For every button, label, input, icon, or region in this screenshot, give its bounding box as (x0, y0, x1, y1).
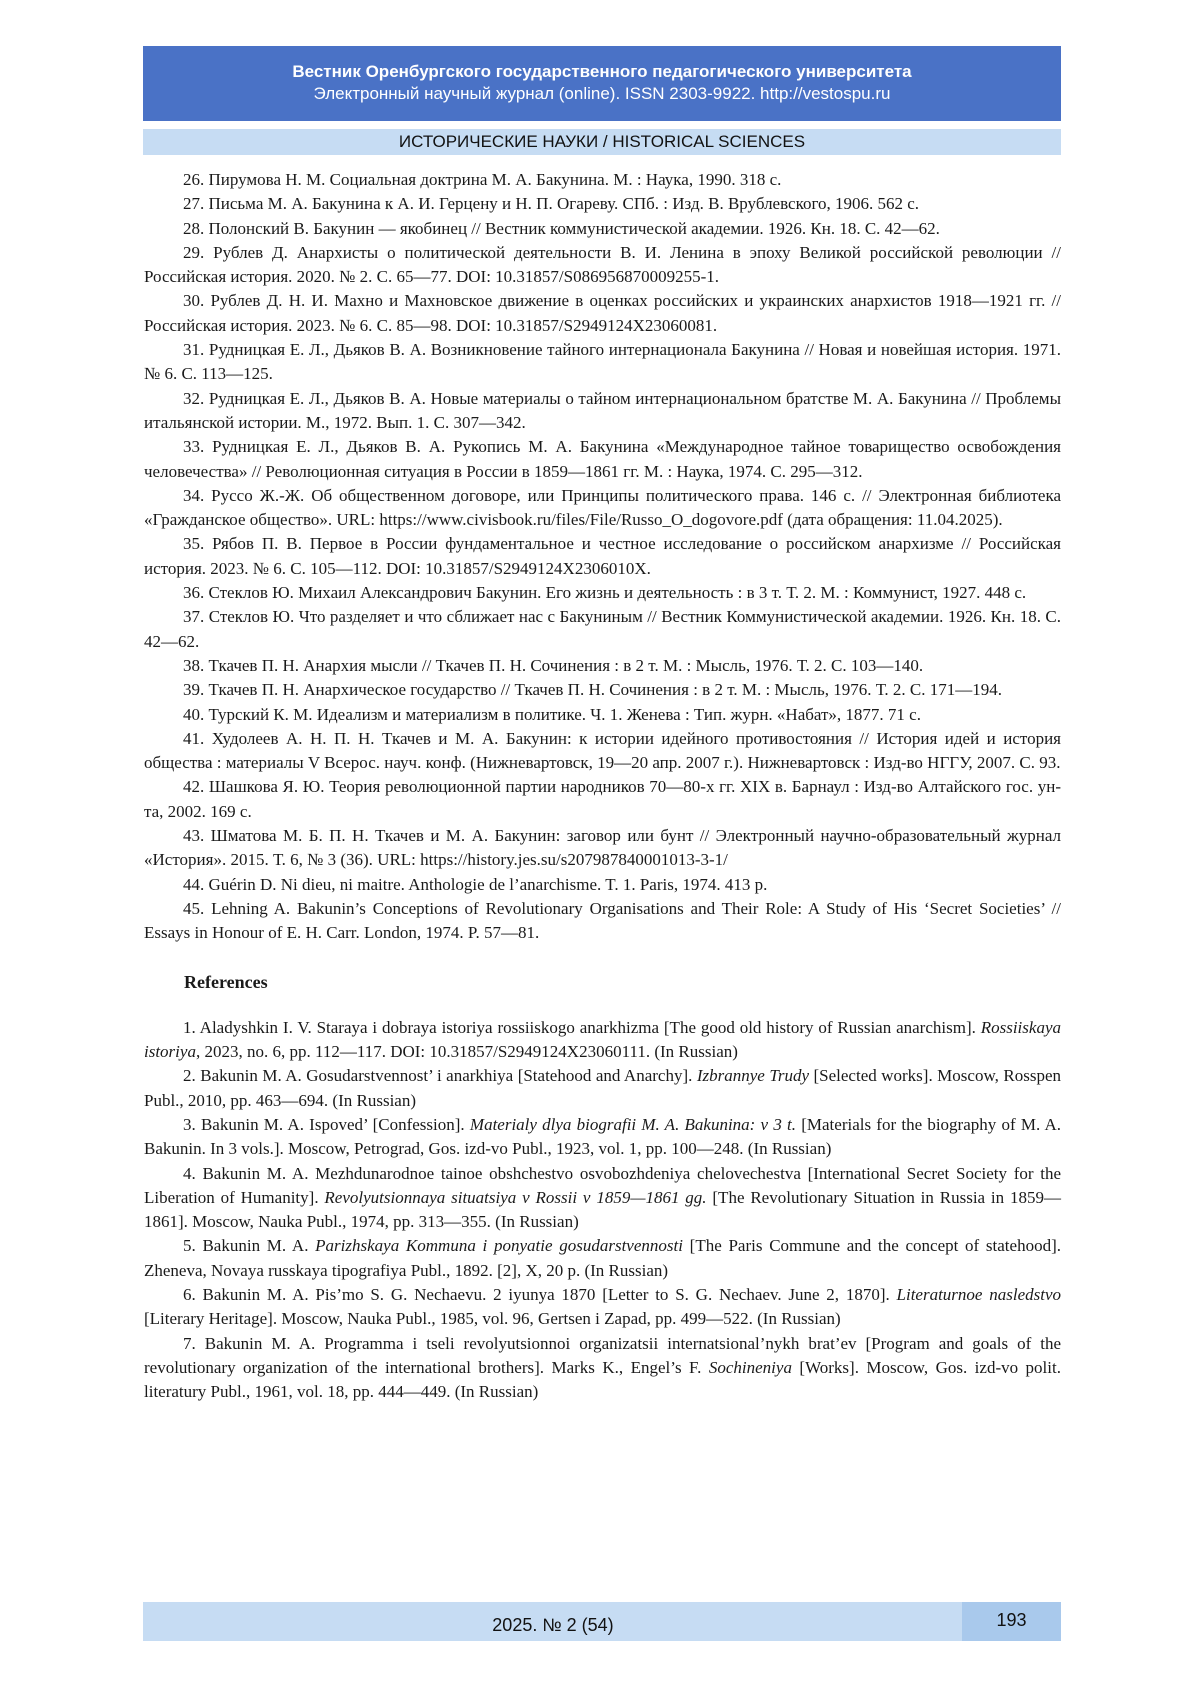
bibliography-entry: 38. Ткачев П. Н. Анархия мысли // Ткачев П. Н. Сочинения : в 2 т. М. : Мысль, 1976. Т. 2. С. 103—140. (183, 655, 924, 675)
reference-text: 7. Bakunin M. A. Programma i tseli revolyutsionnoi organizatsii internatsional’nykh brat’ev [Program and goals of the revolutionary organization of the international brothers]. Marks K., Engel’s F. (144, 1333, 1061, 1377)
references-list (144, 1016, 1061, 1405)
reference-text: , 2023, no. 6, pp. 112—117. DOI: 10.31857/S2949124X23060111. (In Russian) (195, 1042, 738, 1062)
reference-text: [The Revolutionary Situation in Russia in 1859—1861]. Moscow, Nauka Publ., 1974, pp. 313—355. (In Russian) (144, 1187, 1062, 1232)
section-label: ИСТОРИЧЕСКИЕ НАУКИ / HISTORICAL SCIENCES (143, 129, 1061, 155)
journal-header (143, 46, 1061, 121)
page-footer (143, 1602, 1061, 1641)
issue-label: 2025. № 2 (54) (492, 1615, 614, 1635)
bibliography-entry: 28. Полонский В. Бакунин — якобинец // Вестник коммунистической академии. 1926. Кн. 18. С. 42—62. (183, 218, 940, 238)
reference-text: 3. Bakunin M. A. Ispoved’ [Confession]. (183, 1114, 470, 1134)
bibliography-entry: 36. Стеклов Ю. Михаил Александрович Бакунин. Его жизнь и деятельность : в 3 т. Т. 2. М. : Коммунист, 1927. 448 с. (183, 583, 1027, 603)
reference-source: Materialy dlya biografii M. A. Bakunina: v 3 t. (469, 1114, 797, 1134)
bibliography-entry: 33. Рудницкая Е. Л., Дьяков В. А. Рукопись М. А. Бакунина «Международное тайное товарищество освобождения человечества» // Революционная ситуация в России в 1859—1861 гг. М. : Наука, 1974. С. 295—312. (144, 437, 1061, 481)
reference-entry (144, 1016, 1061, 1065)
journal-subtitle: Электронный научный журнал (online). ISSN 2303-9922. http://vestospu.ru (313, 84, 891, 103)
bibliography-entry: 31. Рудницкая Е. Л., Дьяков В. А. Возникновение тайного интернационала Бакунина // Новая и новейшая история. 1971. № 6. С. 113—125. (144, 340, 1061, 384)
bibliography-entry: 40. Турский К. М. Идеализм и материализм в политике. Ч. 1. Женева : Тип. журн. «Набат», 1877. 71 с. (183, 704, 921, 724)
bibliography-entry: 43. Шматова М. Б. П. Н. Ткачев и М. А. Бакунин: заговор или бунт // Электронный научно-образовательный журнал «История». 2015. Т. 6, № 3 (36). URL: https://history.jes.su/s207987840001013-3-1/ (144, 826, 1061, 870)
reference-source: Izbrannye Trudy (696, 1066, 810, 1086)
reference-source: Parizhskaya Kommuna i ponyatie gosudarstvennosti (315, 1236, 683, 1256)
reference-text: 2. Bakunin M. A. Gosudarstvennost’ i anarkhiya [Statehood and Anarchy]. (183, 1066, 697, 1086)
reference-source: Literaturnoe nasledstvo (896, 1285, 1062, 1305)
bibliography-entry: 45. Lehning A. Bakunin’s Conceptions of Revolutionary Organisations and Their Role: A Study of His ‘Secret Societies’ // Essays in Honour of E. H. Carr. London, 1974. P. 57—81. (144, 898, 1061, 943)
bibliography-entry: 32. Рудницкая Е. Л., Дьяков В. А. Новые материалы о тайном интернациональном братстве М. А. Бакунина // Проблемы итальянской истории. М., 1972. Вып. 1. С. 307—342. (144, 388, 1061, 432)
reference-text: 5. Bakunin M. A. (183, 1236, 316, 1256)
reference-entry (144, 1332, 1061, 1405)
reference-text: [Materials for the biography of M. A. Bakunin. In 3 vols.]. Moscow, Petrograd, Gos. izd-vo Publ., 1923, vol. 1, pp. 100—248. (In Russian) (144, 1114, 1062, 1159)
journal-title: Вестник Оренбургского государственного педагогического университета (292, 62, 912, 81)
reference-text: 4. Bakunin M. A. Mezhdunarodnoe tainoe obshchestvo osvobozhdeniya chelovechestva [International Secret Society for the Liberation of Humanity]. (144, 1163, 1061, 1207)
bibliography-entry: 44. Guérin D. Ni dieu, ni maitre. Anthologie de l’anarchisme. T. 1. Paris, 1974. 413 p. (183, 874, 768, 894)
bibliography-entry: 41. Худолеев А. Н. П. Н. Ткачев и М. А. Бакунин: к истории идейного противостояния // История идей и история общества : материалы V Всерос. науч. конф. (Нижневартовск, 19—20 апр. 2007 г.). Нижневартовск : Изд-во НГГУ, 2007. С. 93. (144, 728, 1061, 773)
reference-text: [Works]. Moscow, Gos. izd-vo polit. literatury Publ., 1961, vol. 18, pp. 444—449. (In Russian) (144, 1357, 1061, 1402)
bibliography-entry: 34. Руссо Ж.-Ж. Об общественном договоре, или Принципы политического права. 146 с. // Электронная библиотека «Гражданское общество». URL: https://www.civisbook.ru/files/File/Russo_O_dogovore.pdf (дата обращения: 11.04.2025). (144, 485, 1061, 530)
reference-entry (144, 1162, 1061, 1235)
bibliography-entry: 39. Ткачев П. Н. Анархическое государство // Ткачев П. Н. Сочинения : в 2 т. М. : Мысль, 1976. Т. 2. С. 171—194. (183, 680, 1003, 700)
reference-text: [Literary Heritage]. Moscow, Nauka Publ., 1985, vol. 96, Gertsen i Zapad, pp. 499—522. (In Russian) (144, 1309, 841, 1329)
bibliography-entry: 27. Письма М. А. Бакунина к А. И. Герцену и Н. П. Огареву. СПб. : Изд. В. Врублевского, 1906. 562 с. (183, 194, 920, 214)
reference-source: Rossiiskaya istoriya (144, 1017, 1061, 1062)
bibliography-entry: 30. Рублев Д. Н. И. Махно и Махновское движение в оценках российских и украинских анархистов 1918—1921 гг. // Российская история. 2023. № 6. С. 85—98. DOI: 10.31857/S2949124X23060081. (144, 291, 1061, 335)
reference-entry (144, 1064, 1061, 1113)
page-number: 193 (962, 1602, 1061, 1641)
bibliography-list (144, 168, 1061, 946)
reference-source: Revolyutsionnaya situatsiya v Rossii v 1859—1861 gg. (324, 1187, 707, 1207)
bibliography-entry: 35. Рябов П. В. Первое в России фундаментальное и честное исследование о российском анархизме // Российская история. 2023. № 6. С. 105—112. DOI: 10.31857/S2949124X2306010X. (144, 534, 1061, 578)
bibliography-entry: 42. Шашкова Я. Ю. Теория революционной партии народников 70—80-х гг. XIX в. Барнаул : Изд-во Алтайского гос. ун-та, 2002. 169 с. (144, 777, 1061, 821)
reference-entry (144, 1283, 1061, 1332)
reference-text: [The Paris Commune and the concept of statehood]. Zheneva, Novaya russkaya tipografiya Publ., 1892. [2], X, 20 p. (In Russian) (144, 1236, 1061, 1280)
reference-entry (144, 1234, 1061, 1283)
references-heading: References (184, 971, 268, 992)
reference-text: [Selected works]. Moscow, Rosspen Publ., 2010, pp. 463—694. (In Russian) (144, 1066, 1061, 1110)
bibliography-entry: 37. Стеклов Ю. Что разделяет и что сближает нас с Бакуниным // Вестник Коммунистической академии. 1926. Кн. 18. С. 42—62. (144, 607, 1061, 651)
reference-text: 6. Bakunin M. A. Pis’mo S. G. Nechaevu. 2 iyunya 1870 [Letter to S. G. Nechaev. June 2, 1870]. (183, 1285, 897, 1305)
bibliography-entry: 26. Пирумова Н. М. Социальная доктрина М. А. Бакунина. М. : Наука, 1990. 318 с. (183, 170, 782, 189)
page-content (144, 168, 1061, 1405)
reference-entry (144, 1113, 1061, 1162)
reference-source: Sochineniya (708, 1357, 792, 1377)
bibliography-entry: 29. Рублев Д. Анархисты о политической деятельности В. И. Ленина в эпоху Великой российской революции // Российская история. 2020. № 2. С. 65—77. DOI: 10.31857/S086956870009255-1. (144, 242, 1061, 287)
reference-text: 1. Aladyshkin I. V. Staraya i dobraya istoriya rossiiskogo anarkhizma [The good old history of Russian anarchism]. (183, 1017, 981, 1037)
